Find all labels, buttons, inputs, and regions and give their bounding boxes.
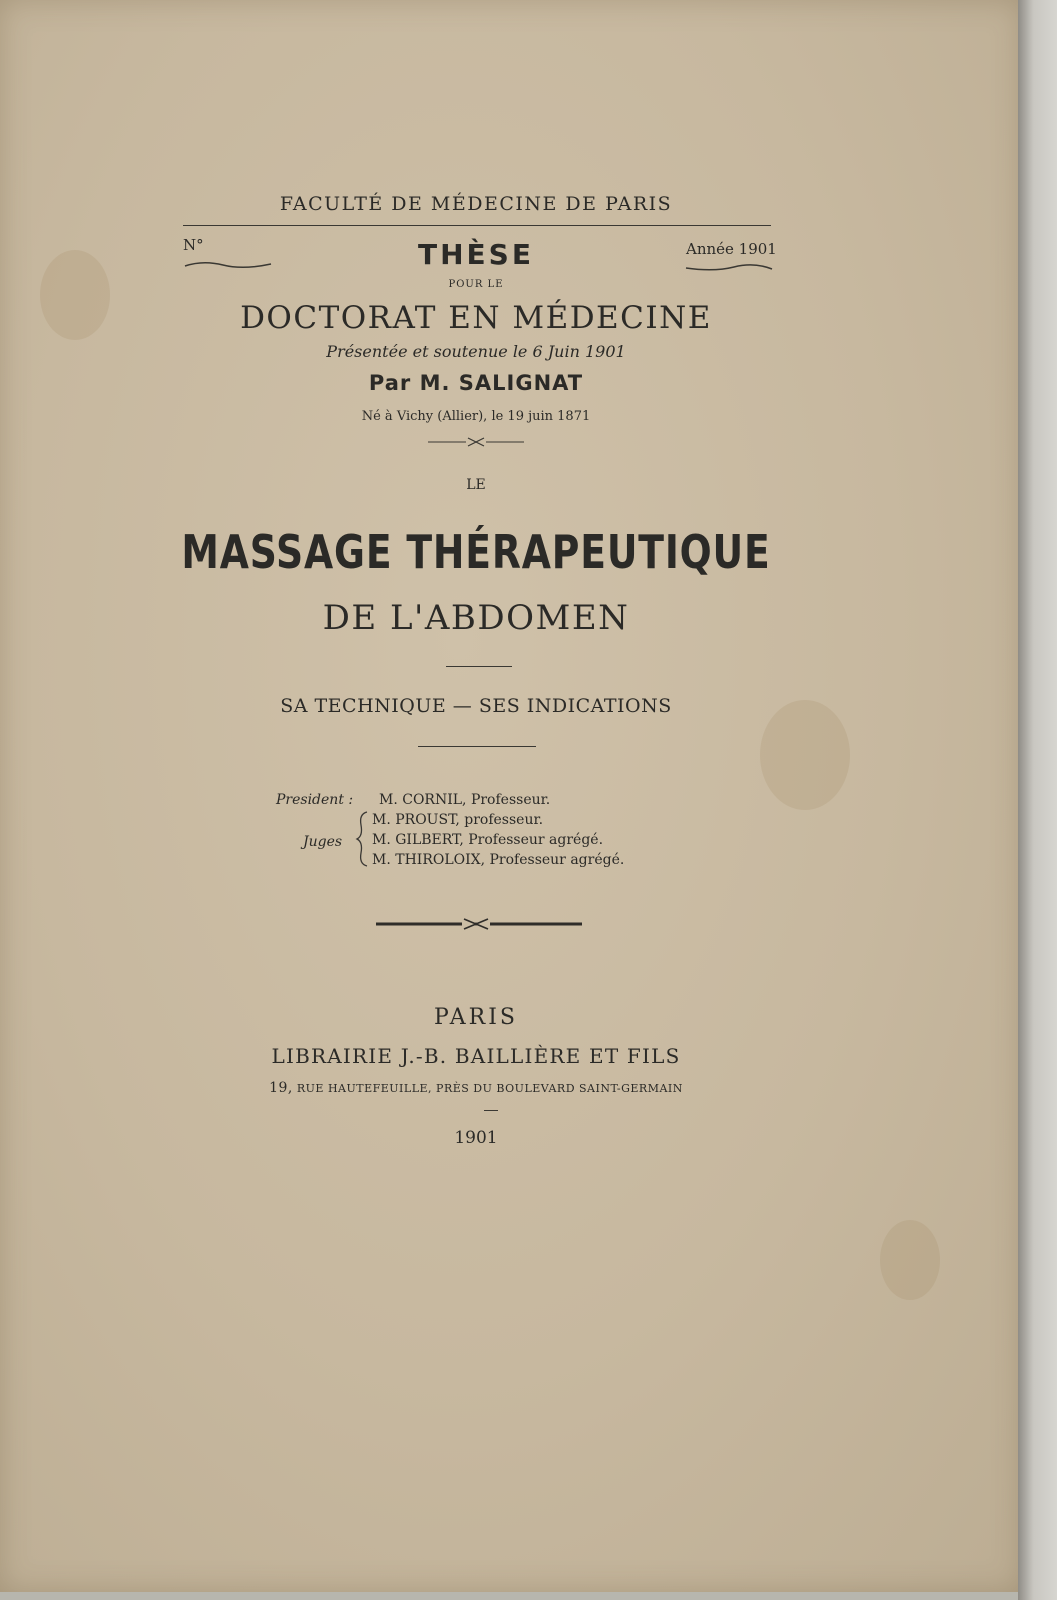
juges-brace bbox=[355, 810, 369, 868]
short-rule bbox=[446, 666, 512, 667]
main-title: MASSAGE THÉRAPEUTIQUE bbox=[181, 525, 771, 579]
author-birth: Né à Vichy (Allier), le 19 juin 1871 bbox=[361, 409, 591, 424]
address-number: 19, bbox=[269, 1080, 293, 1096]
small-ornament bbox=[428, 436, 524, 448]
paper-stain bbox=[880, 1220, 940, 1300]
juges-label: Juges bbox=[303, 834, 343, 850]
short-rule bbox=[418, 746, 536, 747]
publication-year: 1901 bbox=[454, 1128, 498, 1148]
ornamental-divider bbox=[376, 916, 582, 932]
judge-name: M. THIROLOIX, Professeur agrégé. bbox=[372, 852, 625, 868]
presentation-date: Présentée et soutenue le 6 Juin 1901 bbox=[326, 342, 626, 361]
thesis-number-label: N° bbox=[183, 236, 204, 254]
judge-name: M. PROUST, professeur. bbox=[372, 812, 544, 828]
judge-name: M. GILBERT, Professeur agrégé. bbox=[372, 832, 604, 848]
doctorat-heading: DOCTORAT EN MÉDECINE bbox=[240, 300, 712, 336]
address-street: RUE HAUTEFEUILLE, PRÈS DU BOULEVARD SAINT-GERMAIN bbox=[296, 1082, 683, 1095]
pour-le-text: POUR LE bbox=[448, 279, 504, 290]
author-name: Par M. SALIGNAT bbox=[368, 371, 584, 395]
short-rule bbox=[484, 1110, 498, 1111]
imprint-city: PARIS bbox=[434, 1005, 518, 1030]
president-name: M. CORNIL, Professeur. bbox=[379, 792, 551, 808]
tagline: SA TECHNIQUE — SES INDICATIONS bbox=[280, 695, 672, 717]
these-title: THÈSE bbox=[418, 238, 534, 271]
year-label: Année 1901 bbox=[686, 240, 777, 258]
page-edge bbox=[1018, 0, 1057, 1600]
header-rule bbox=[183, 225, 771, 226]
subtitle: DE L'ABDOMEN bbox=[322, 598, 630, 638]
president-label: President : bbox=[276, 792, 354, 808]
faculty-heading: FACULTÉ DE MÉDECINE DE PARIS bbox=[279, 193, 673, 215]
publisher-address bbox=[0, 1080, 952, 1096]
title-article: LE bbox=[466, 477, 486, 493]
publisher-name: LIBRAIRIE J.-B. BAILLIÈRE ET FILS bbox=[271, 1044, 681, 1068]
